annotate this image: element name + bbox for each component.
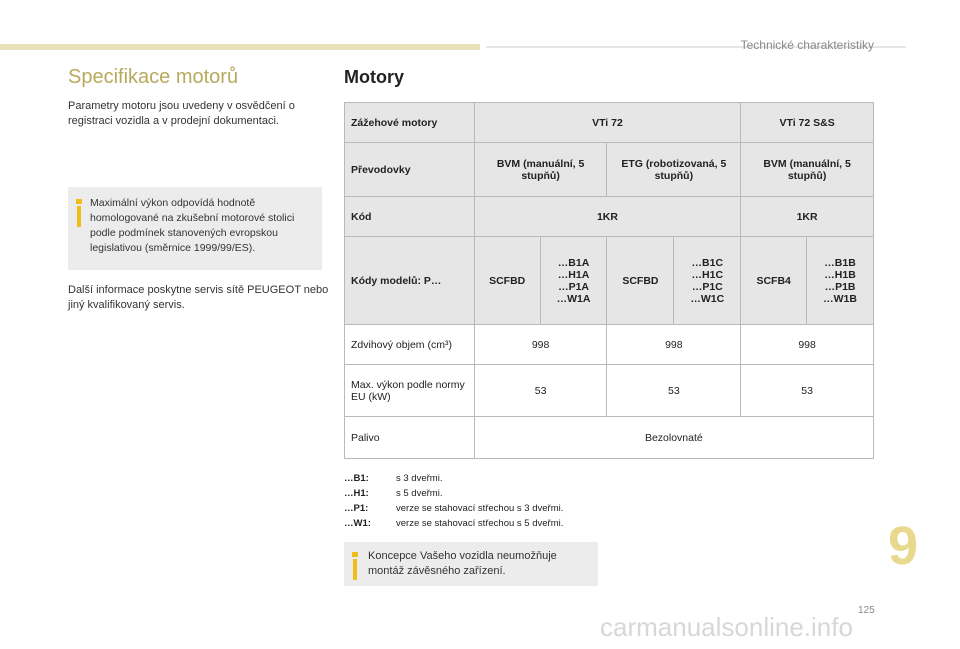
further-info-text: Další informace poskytne servis sítě PEUGEOT nebo jiný kvalifikovaný servis. [68, 284, 329, 311]
power-1: 53 [474, 365, 607, 417]
chapter-number: 9 [888, 516, 919, 576]
displacement-2: 998 [607, 325, 741, 365]
table-row [345, 197, 874, 237]
fuel-label: Palivo [345, 417, 475, 459]
footnote-item: …B1: s 3 dveřmi. [344, 473, 443, 484]
model-1: SCFBD [474, 237, 540, 325]
gearbox-label: Převodovky [345, 143, 475, 197]
displacement-1: 998 [474, 325, 607, 365]
page-number: 125 [858, 605, 875, 616]
power-3: 53 [741, 365, 874, 417]
info-icon [76, 199, 82, 227]
models-label: Kódy modelů: P… [345, 237, 475, 325]
gearbox-3: BVM (manuální, 5 stupňů) [741, 143, 874, 197]
power-label: Max. výkon podle normy EU (kW) [345, 365, 475, 417]
code-b: 1KR [741, 197, 874, 237]
table-row [345, 365, 874, 417]
table-row [345, 237, 874, 325]
engines-title: Motory [344, 67, 404, 87]
table-row [345, 103, 874, 143]
footnote-item: …P1: verze se stahovací střechou s 3 dveřmi. [344, 503, 564, 514]
info-text-towbar: Koncepce Vašeho vozidla neumožňuje montáž závěsného zařízení. [368, 550, 557, 577]
engine-label: Zážehové motory [345, 103, 475, 143]
displacement-3: 998 [741, 325, 874, 365]
intro-text: Parametry motoru jsou uvedeny v osvědčení o registraci vozidla a v prodejní dokumentaci. [68, 100, 295, 127]
gearbox-2: ETG (robotizovaná, 5 stupňů) [607, 143, 741, 197]
engine-b: VTi 72 S&S [741, 103, 874, 143]
info-box-power [68, 187, 322, 270]
info-text-power: Maximální výkon odpovídá hodnotě homologované na zkušební motorové stolici podle podmínek stanovených evropskou legislativou (směrnice 1999/99/ES). [90, 197, 295, 254]
model-1-variants: …B1A …H1A …P1A …W1A [540, 237, 607, 325]
engine-spec-table [344, 102, 874, 459]
model-3-variants: …B1B …H1B …P1B …W1B [807, 237, 874, 325]
left-section-title: Specifikace motorů [68, 66, 239, 88]
fuel-value: Bezolovnaté [474, 417, 873, 459]
table-row [345, 143, 874, 197]
watermark: carmanualsonline.info [600, 612, 853, 642]
footnote-item: …W1: verze se stahovací střechou s 5 dveřmi. [344, 518, 564, 529]
footnotes [344, 471, 563, 531]
model-2: SCFBD [607, 237, 674, 325]
section-header: Technické charakteristiky [740, 38, 874, 52]
footnote-item: …H1: s 5 dveřmi. [344, 488, 443, 499]
info-icon [352, 552, 358, 580]
power-2: 53 [607, 365, 741, 417]
model-2-variants: …B1C …H1C …P1C …W1C [674, 237, 741, 325]
table-row [345, 417, 874, 459]
engine-a: VTi 72 [474, 103, 741, 143]
displacement-label: Zdvihový objem (cm³) [345, 325, 475, 365]
gearbox-1: BVM (manuální, 5 stupňů) [474, 143, 607, 197]
code-label: Kód [345, 197, 475, 237]
table-row [345, 325, 874, 365]
model-3: SCFB4 [741, 237, 807, 325]
info-box-towbar [344, 542, 598, 586]
top-accent-bar [0, 44, 480, 50]
code-a: 1KR [474, 197, 741, 237]
